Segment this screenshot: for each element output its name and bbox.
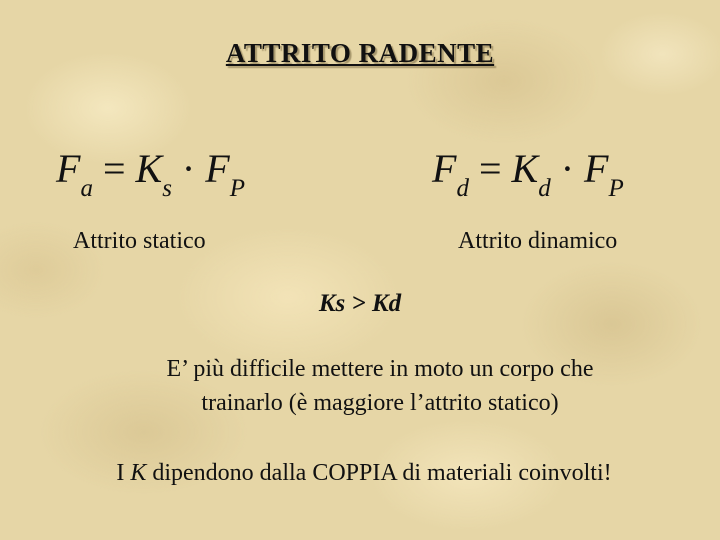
coefficient-comparison: Ks > Kd <box>318 290 402 317</box>
formula-symbol: F <box>584 146 609 191</box>
dynamic-friction-formula <box>432 145 624 202</box>
conclusion-k-symbol: K <box>130 460 147 486</box>
explanation-line: trainarlo (è maggiore l’attrito statico) <box>201 390 559 416</box>
formula-symbol: F <box>432 146 457 191</box>
explanation-text <box>100 352 660 420</box>
formula-operator: = <box>102 146 126 191</box>
formula-symbol: K <box>511 146 539 191</box>
formula-operator: · <box>560 146 575 191</box>
static-friction-formula <box>56 145 245 202</box>
formula-operator: = <box>478 146 502 191</box>
conclusion-text <box>0 460 720 487</box>
explanation-line: E’ più difficile mettere in moto un corpo che <box>166 356 594 382</box>
dynamic-friction-label: Attrito dinamico <box>458 228 618 254</box>
formula-symbol: F <box>56 146 81 191</box>
static-friction-label: Attrito statico <box>73 228 206 254</box>
conclusion-rest: dipendono dalla COPPIA di materiali coinvolti! <box>146 460 612 486</box>
formula-subscript: P <box>229 175 245 202</box>
formula-subscript: a <box>80 175 93 202</box>
conclusion-prefix: I <box>116 460 131 486</box>
formula-subscript: d <box>538 175 551 202</box>
formula-symbol: K <box>135 146 163 191</box>
formula-subscript: d <box>456 175 469 202</box>
formula-subscript: s <box>162 175 172 202</box>
formula-operator: · <box>181 146 196 191</box>
formula-subscript: P <box>608 175 624 202</box>
formula-symbol: F <box>205 146 230 191</box>
slide-title: ATTRITO RADENTE <box>225 38 495 68</box>
